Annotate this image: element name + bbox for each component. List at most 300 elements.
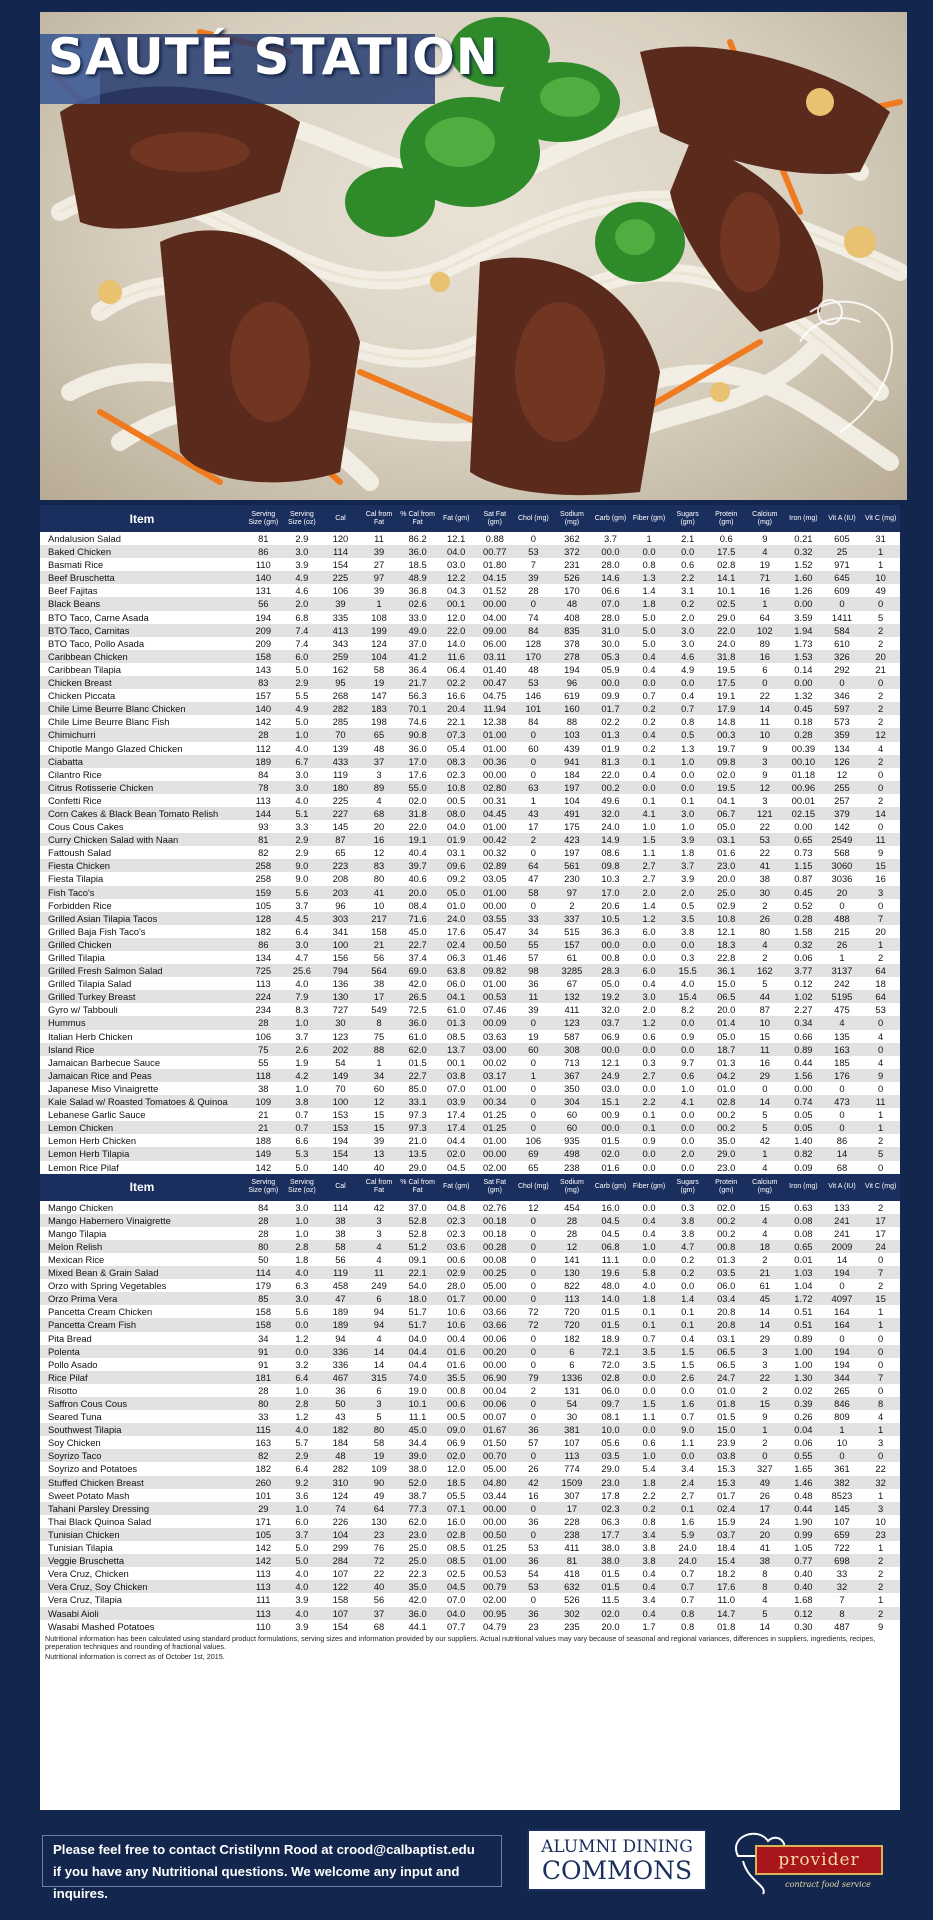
- nutrient-cell: 171: [244, 1515, 283, 1528]
- nutrient-cell: 80: [244, 1240, 283, 1253]
- nutrient-cell: 2: [861, 1567, 900, 1580]
- nutrient-cell: 69.0: [398, 964, 437, 977]
- nutrient-cell: 01.00: [475, 1134, 514, 1147]
- nutrient-cell: 132: [553, 990, 592, 1003]
- nutrient-cell: 0.0: [630, 1371, 669, 1384]
- nutrient-cell: 0: [823, 597, 862, 610]
- nutrient-cell: 04.4: [398, 1345, 437, 1358]
- nutrient-cell: 53: [746, 833, 785, 846]
- nutrient-cell: 02.0: [437, 1449, 476, 1462]
- nutrient-cell: 5: [746, 1108, 785, 1121]
- nutrient-cell: 57: [514, 951, 553, 964]
- nutrient-cell: 268: [321, 689, 360, 702]
- nutrient-cell: 0.6: [707, 532, 746, 545]
- nutrient-cell: 65: [360, 728, 399, 741]
- column-header: Calcium (mg): [746, 1174, 785, 1201]
- nutrient-cell: 03.1: [707, 833, 746, 846]
- nutrient-cell: 0.39: [784, 1397, 823, 1410]
- nutrient-cell: 04.5: [437, 1580, 476, 1593]
- nutrient-cell: 1.65: [784, 1462, 823, 1475]
- nutrient-cell: 6.0: [630, 964, 669, 977]
- nutrient-cell: 17.7: [591, 1528, 630, 1541]
- nutrient-cell: 36: [321, 1384, 360, 1397]
- nutrient-cell: 164: [823, 1305, 862, 1318]
- nutrient-cell: 00.53: [475, 990, 514, 1003]
- nutrient-cell: 4.0: [283, 742, 322, 755]
- nutrient-cell: 0.0: [283, 1345, 322, 1358]
- nutrient-cell: 1: [861, 558, 900, 571]
- nutrient-cell: 08.4: [398, 899, 437, 912]
- nutrient-cell: 109: [244, 1095, 283, 1108]
- nutrient-cell: 3.8: [668, 925, 707, 938]
- nutrient-cell: 04.5: [591, 1227, 630, 1240]
- nutrient-cell: 182: [553, 1332, 592, 1345]
- nutrient-cell: 00.0: [591, 1121, 630, 1134]
- nutrient-cell: 2: [861, 637, 900, 650]
- item-name-cell: Baked Chicken: [40, 545, 244, 558]
- nutrient-cell: 3: [360, 1214, 399, 1227]
- nutrient-cell: 185: [823, 1056, 862, 1069]
- nutrient-cell: 76: [360, 1541, 399, 1554]
- nutrient-cell: 2: [746, 899, 785, 912]
- item-name-cell: Fish Taco's: [40, 886, 244, 899]
- nutrient-cell: 54: [553, 1397, 592, 1410]
- nutrient-cell: 1: [861, 1423, 900, 1436]
- nutrient-cell: 175: [553, 820, 592, 833]
- nutrient-cell: 06.9: [591, 1030, 630, 1043]
- nutrient-cell: 2.0: [630, 1003, 669, 1016]
- item-name-cell: Italian Herb Chicken: [40, 1030, 244, 1043]
- nutrient-cell: 4.6: [668, 650, 707, 663]
- item-name-cell: Jamaican Barbecue Sauce: [40, 1056, 244, 1069]
- nutrient-cell: 303: [321, 912, 360, 925]
- nutrient-cell: 54.0: [398, 1279, 437, 1292]
- nutrient-cell: 0.04: [784, 1423, 823, 1436]
- nutrient-cell: 16.0: [437, 1515, 476, 1528]
- nutrient-cell: 0.82: [784, 1147, 823, 1160]
- nutrient-cell: 01.6: [591, 1161, 630, 1174]
- nutrient-cell: 81.3: [591, 755, 630, 768]
- nutrient-cell: 0: [514, 1214, 553, 1227]
- nutrient-cell: 80: [244, 1397, 283, 1410]
- nutrient-cell: 19: [360, 1449, 399, 1462]
- nutrient-cell: 1.26: [784, 584, 823, 597]
- nutrient-cell: 0.40: [784, 1580, 823, 1593]
- nutrient-cell: 01.8: [707, 1397, 746, 1410]
- nutrient-cell: 01.00: [475, 1082, 514, 1095]
- nutrient-cell: 04.4: [398, 1358, 437, 1371]
- item-name-cell: Caribbean Tilapia: [40, 663, 244, 676]
- item-name-cell: Pancetta Cream Fish: [40, 1318, 244, 1331]
- nutrient-cell: 02.5: [707, 597, 746, 610]
- nutrient-cell: 0: [861, 1384, 900, 1397]
- nutrient-cell: 230: [553, 872, 592, 885]
- nutrient-cell: 0.14: [784, 663, 823, 676]
- nutrient-cell: 8.3: [283, 1003, 322, 1016]
- nutrient-cell: 413: [321, 624, 360, 637]
- item-name-cell: Chicken Breast: [40, 676, 244, 689]
- table-row: [40, 1253, 900, 1266]
- nutrient-cell: 0.89: [784, 1332, 823, 1345]
- nutrient-cell: 2: [861, 1201, 900, 1214]
- nutrient-cell: 0.00: [784, 1082, 823, 1095]
- nutrient-cell: 0.00: [784, 820, 823, 833]
- nutrient-cell: 3060: [823, 859, 862, 872]
- nutrient-cell: 3: [861, 886, 900, 899]
- column-header: Fat (gm): [437, 1174, 476, 1201]
- nutrient-cell: 96: [321, 899, 360, 912]
- nutrient-cell: 00.0: [591, 676, 630, 689]
- nutrient-cell: 1.0: [283, 1016, 322, 1029]
- column-header: Sugars (gm): [668, 505, 707, 532]
- nutrient-cell: 3: [360, 1227, 399, 1240]
- nutrient-cell: 0.3: [668, 951, 707, 964]
- nutrient-cell: 159: [244, 886, 283, 899]
- nutrient-cell: 09.2: [437, 872, 476, 885]
- nutrient-cell: 7: [861, 1371, 900, 1384]
- nutrient-cell: 573: [823, 715, 862, 728]
- item-name-cell: Mango Tilapia: [40, 1227, 244, 1240]
- nutrient-cell: 0: [514, 1095, 553, 1108]
- nutrient-cell: 197: [553, 846, 592, 859]
- nutrient-cell: 1.00: [784, 1345, 823, 1358]
- nutrient-cell: 1: [823, 951, 862, 964]
- nutrient-cell: 00.18: [475, 1227, 514, 1240]
- nutrient-cell: 9: [861, 846, 900, 859]
- nutrient-cell: 34: [244, 1332, 283, 1345]
- nutrient-cell: 01.5: [591, 1318, 630, 1331]
- table-row: [40, 676, 900, 689]
- item-name-cell: Pancetta Cream Chicken: [40, 1305, 244, 1318]
- nutrient-cell: 379: [823, 807, 862, 820]
- nutrient-cell: 1.0: [283, 1227, 322, 1240]
- nutrient-cell: 3.6: [283, 1489, 322, 1502]
- nutrient-cell: 1.8: [630, 597, 669, 610]
- nutrient-cell: 72: [360, 1554, 399, 1567]
- nutrient-cell: 3.8: [630, 1541, 669, 1554]
- nutrient-cell: 5195: [823, 990, 862, 1003]
- nutrient-cell: 14: [823, 1253, 862, 1266]
- nutrient-cell: 28: [244, 1214, 283, 1227]
- nutrient-cell: 63.8: [437, 964, 476, 977]
- nutrient-cell: 00.01: [784, 794, 823, 807]
- nutrient-cell: 142: [244, 715, 283, 728]
- nutrient-cell: 06.7: [707, 807, 746, 820]
- nutrient-cell: 515: [553, 925, 592, 938]
- nutrient-cell: 0.4: [630, 1607, 669, 1620]
- nutrient-cell: 5.0: [283, 1554, 322, 1567]
- nutrient-cell: 38: [321, 1214, 360, 1227]
- nutrient-cell: 0.32: [784, 545, 823, 558]
- nutrient-cell: 2.0: [668, 1147, 707, 1160]
- nutrient-cell: 0.0: [668, 781, 707, 794]
- nutrient-cell: 00.00: [475, 1147, 514, 1160]
- nutrient-cell: 0.0: [668, 1121, 707, 1134]
- nutrient-cell: 36.3: [591, 925, 630, 938]
- nutrient-cell: 1.5: [668, 1345, 707, 1358]
- nutrient-cell: 473: [823, 1095, 862, 1108]
- nutrient-cell: 01.5: [398, 1056, 437, 1069]
- nutrient-cell: 36: [514, 1554, 553, 1567]
- nutrient-cell: 53: [861, 1003, 900, 1016]
- nutrient-cell: 0.4: [630, 1567, 669, 1580]
- nutrient-cell: 03.0: [437, 558, 476, 571]
- nutrient-cell: 0: [861, 899, 900, 912]
- nutrient-cell: 32: [823, 1580, 862, 1593]
- nutrition-panel: [40, 505, 900, 1810]
- nutrient-cell: 15: [746, 1397, 785, 1410]
- nutrient-cell: 29.0: [707, 611, 746, 624]
- nutrient-cell: 0: [514, 728, 553, 741]
- nutrient-cell: 104: [321, 1528, 360, 1541]
- nutrient-cell: 454: [553, 1201, 592, 1214]
- table-row: [40, 912, 900, 925]
- nutrient-cell: 06.9: [437, 1436, 476, 1449]
- nutrient-cell: 3.5: [630, 1345, 669, 1358]
- nutrient-cell: 105: [244, 899, 283, 912]
- nutrient-cell: 06.5: [707, 1358, 746, 1371]
- nutrient-cell: 25.6: [283, 964, 322, 977]
- nutrient-cell: 51.7: [398, 1318, 437, 1331]
- nutrient-cell: 47: [514, 872, 553, 885]
- nutrient-cell: 194: [321, 1134, 360, 1147]
- nutrient-cell: 40: [360, 1161, 399, 1174]
- nutrient-cell: 00.25: [475, 1266, 514, 1279]
- item-name-cell: Orzo with Spring Vegetables: [40, 1279, 244, 1292]
- nutrient-cell: 0: [514, 1358, 553, 1371]
- nutrient-cell: 24.0: [668, 1541, 707, 1554]
- nutrient-cell: 26: [746, 1489, 785, 1502]
- nutrient-cell: 68: [360, 1620, 399, 1633]
- nutrient-cell: 0: [514, 755, 553, 768]
- item-name-cell: Tunisian Tilapia: [40, 1541, 244, 1554]
- nutrient-cell: 15: [746, 1201, 785, 1214]
- nutrient-cell: 28: [244, 1384, 283, 1397]
- nutrient-cell: 06.0: [707, 1279, 746, 1292]
- nutrient-cell: 698: [823, 1554, 862, 1567]
- nutrient-cell: 846: [823, 1397, 862, 1410]
- nutrient-cell: 0.21: [784, 532, 823, 545]
- nutrient-cell: 05.47: [475, 925, 514, 938]
- nutrient-cell: 19.7: [707, 742, 746, 755]
- nutrient-cell: 362: [553, 532, 592, 545]
- nutrient-cell: 3.8: [668, 1214, 707, 1227]
- nutrient-cell: 100: [321, 1095, 360, 1108]
- nutrient-cell: 4: [746, 1227, 785, 1240]
- nutrient-cell: 84: [244, 1201, 283, 1214]
- nutrient-cell: 242: [823, 977, 862, 990]
- nutrient-cell: 89: [360, 781, 399, 794]
- nutrient-cell: 31.0: [591, 624, 630, 637]
- item-name-cell: BTO Taco, Pollo Asada: [40, 637, 244, 650]
- nutrient-cell: 1.5: [630, 833, 669, 846]
- nutrient-cell: 0.06: [784, 1436, 823, 1449]
- nutrient-cell: 1: [861, 545, 900, 558]
- nutrient-cell: 16: [746, 650, 785, 663]
- nutrient-cell: 14.6: [591, 571, 630, 584]
- nutrient-cell: 01.52: [475, 584, 514, 597]
- nutrient-cell: 21: [244, 1121, 283, 1134]
- nutrient-cell: 95: [321, 676, 360, 689]
- nutrient-cell: 327: [746, 1462, 785, 1475]
- nutrient-cell: 2.2: [668, 571, 707, 584]
- nutrient-cell: 15: [360, 1121, 399, 1134]
- nutrient-cell: 122: [321, 1580, 360, 1593]
- nutrient-cell: 00.6: [437, 1397, 476, 1410]
- table-row: [40, 1201, 900, 1214]
- nutrient-cell: 00.9: [591, 1108, 630, 1121]
- nutrient-cell: 72.1: [591, 1345, 630, 1358]
- nutrient-cell: 96: [553, 676, 592, 689]
- nutrient-cell: 17.6: [437, 925, 476, 938]
- nutrient-cell: 307: [553, 1489, 592, 1502]
- item-name-cell: Andalusion Salad: [40, 532, 244, 545]
- nutrient-cell: 0: [514, 1345, 553, 1358]
- column-header: Serving Size (gm): [244, 505, 283, 532]
- nutrient-cell: 3.2: [283, 1358, 322, 1371]
- nutrient-cell: 106: [321, 584, 360, 597]
- item-name-cell: Ciabatta: [40, 755, 244, 768]
- nutrient-cell: 29: [244, 1502, 283, 1515]
- nutrient-cell: 07.46: [475, 1003, 514, 1016]
- nutrient-cell: 526: [553, 571, 592, 584]
- nutrient-cell: 114: [321, 1201, 360, 1214]
- nutrient-cell: 30: [321, 1016, 360, 1029]
- nutrient-cell: 28: [553, 1214, 592, 1227]
- column-header: Serving Size (gm): [244, 1174, 283, 1201]
- nutrient-cell: 727: [321, 1003, 360, 1016]
- nutrient-cell: 3.0: [668, 807, 707, 820]
- nutrient-cell: 11: [746, 1043, 785, 1056]
- nutrient-cell: 971: [823, 558, 862, 571]
- nutrition-table-1: [40, 505, 900, 1174]
- item-name-cell: Lemon Herb Chicken: [40, 1134, 244, 1147]
- table-row: [40, 781, 900, 794]
- nutrient-cell: 182: [244, 925, 283, 938]
- nutrient-cell: 209: [244, 637, 283, 650]
- nutrient-cell: 145: [823, 1502, 862, 1515]
- nutrient-cell: 1.02: [784, 990, 823, 1003]
- contact-line-1: Please feel free to contact Cristilynn Rood at crood@calbaptist.edu: [53, 1842, 475, 1857]
- nutrient-cell: 341: [321, 925, 360, 938]
- item-name-cell: Caribbean Chicken: [40, 650, 244, 663]
- nutrient-cell: 01.67: [475, 1423, 514, 1436]
- nutrient-cell: 01.00: [475, 820, 514, 833]
- nutrient-cell: 53: [514, 1541, 553, 1554]
- nutrient-cell: 82: [244, 846, 283, 859]
- nutrient-cell: 51.7: [398, 1305, 437, 1318]
- nutrient-cell: 0.26: [784, 1410, 823, 1423]
- nutrient-cell: 2.9: [283, 676, 322, 689]
- nutrient-cell: 00.95: [475, 1607, 514, 1620]
- nutrient-cell: 278: [553, 650, 592, 663]
- nutrient-cell: 4: [823, 1016, 862, 1029]
- nutrient-cell: 0.0: [668, 1043, 707, 1056]
- nutrient-cell: 03.11: [475, 650, 514, 663]
- nutrient-cell: 28: [244, 1227, 283, 1240]
- nutrient-cell: 3.7: [283, 1030, 322, 1043]
- nutrient-cell: 74.6: [398, 715, 437, 728]
- table-row: [40, 886, 900, 899]
- nutrient-cell: 23.0: [591, 1476, 630, 1489]
- nutrient-cell: 08.3: [437, 755, 476, 768]
- nutrient-cell: 39: [514, 1003, 553, 1016]
- table-row: [40, 1082, 900, 1095]
- column-header: Sat Fat (gm): [475, 1174, 514, 1201]
- nutrient-cell: 21: [746, 1266, 785, 1279]
- column-header: Sugars (gm): [668, 1174, 707, 1201]
- nutrient-cell: 25.0: [707, 886, 746, 899]
- nutrient-cell: 23: [861, 1528, 900, 1541]
- nutrient-cell: 188: [244, 1134, 283, 1147]
- nutrient-cell: 0.88: [475, 532, 514, 545]
- nutrient-cell: 11.1: [591, 1253, 630, 1266]
- nutrient-cell: 04.0: [398, 1332, 437, 1345]
- nutrient-cell: 87: [321, 833, 360, 846]
- nutrient-cell: 584: [823, 624, 862, 637]
- nutrient-cell: 39: [360, 584, 399, 597]
- nutrient-cell: 0.0: [668, 938, 707, 951]
- table-row: [40, 794, 900, 807]
- item-name-cell: Chicken Piccata: [40, 689, 244, 702]
- nutrient-cell: 01.25: [475, 1541, 514, 1554]
- nutrient-cell: 10: [861, 571, 900, 584]
- nutrient-cell: 2.8: [283, 1397, 322, 1410]
- nutrient-cell: 142: [244, 1554, 283, 1567]
- nutrient-cell: 133: [823, 1201, 862, 1214]
- nutrient-cell: 31.8: [398, 807, 437, 820]
- nutrient-cell: 50: [244, 1253, 283, 1266]
- nutrient-cell: 4.0: [668, 977, 707, 990]
- nutrient-cell: 0.7: [668, 1580, 707, 1593]
- nutrient-cell: 4.1: [668, 1095, 707, 1108]
- nutrient-cell: 0.12: [784, 977, 823, 990]
- nutrient-cell: 0: [514, 1397, 553, 1410]
- nutrient-cell: 1: [861, 1593, 900, 1606]
- table-row: [40, 1541, 900, 1554]
- nutrient-cell: 142: [823, 820, 862, 833]
- nutrient-cell: 19: [514, 1030, 553, 1043]
- nutrient-cell: 51.2: [398, 1240, 437, 1253]
- nutrient-cell: 1336: [553, 1371, 592, 1384]
- nutrient-cell: 00.00: [475, 597, 514, 610]
- table-row: [40, 728, 900, 741]
- nutrient-cell: 81: [244, 833, 283, 846]
- nutrient-cell: 28.3: [591, 964, 630, 977]
- nutrient-cell: 07.0: [591, 597, 630, 610]
- nutrient-cell: 64: [746, 611, 785, 624]
- nutrient-cell: 1: [861, 938, 900, 951]
- nutrient-cell: 16: [861, 872, 900, 885]
- nutrient-cell: 42.0: [398, 1593, 437, 1606]
- nutrient-cell: 1.2: [630, 912, 669, 925]
- nutrient-cell: 17: [360, 990, 399, 1003]
- nutrient-cell: 09.82: [475, 964, 514, 977]
- nutrient-cell: 02.4: [437, 938, 476, 951]
- nutrient-cell: 05.0: [591, 977, 630, 990]
- nutrient-cell: 143: [244, 663, 283, 676]
- nutrient-cell: 491: [553, 807, 592, 820]
- nutrient-cell: 01.5: [591, 1567, 630, 1580]
- column-header-item: Item: [40, 1174, 244, 1201]
- nutrient-cell: 01.3: [707, 1056, 746, 1069]
- nutrient-cell: 0.0: [630, 1384, 669, 1397]
- nutrient-cell: 5.0: [630, 611, 669, 624]
- nutrient-cell: 8523: [823, 1489, 862, 1502]
- nutrient-cell: 18.5: [437, 1476, 476, 1489]
- nutrient-cell: 197: [553, 781, 592, 794]
- nutrient-cell: 36.0: [398, 545, 437, 558]
